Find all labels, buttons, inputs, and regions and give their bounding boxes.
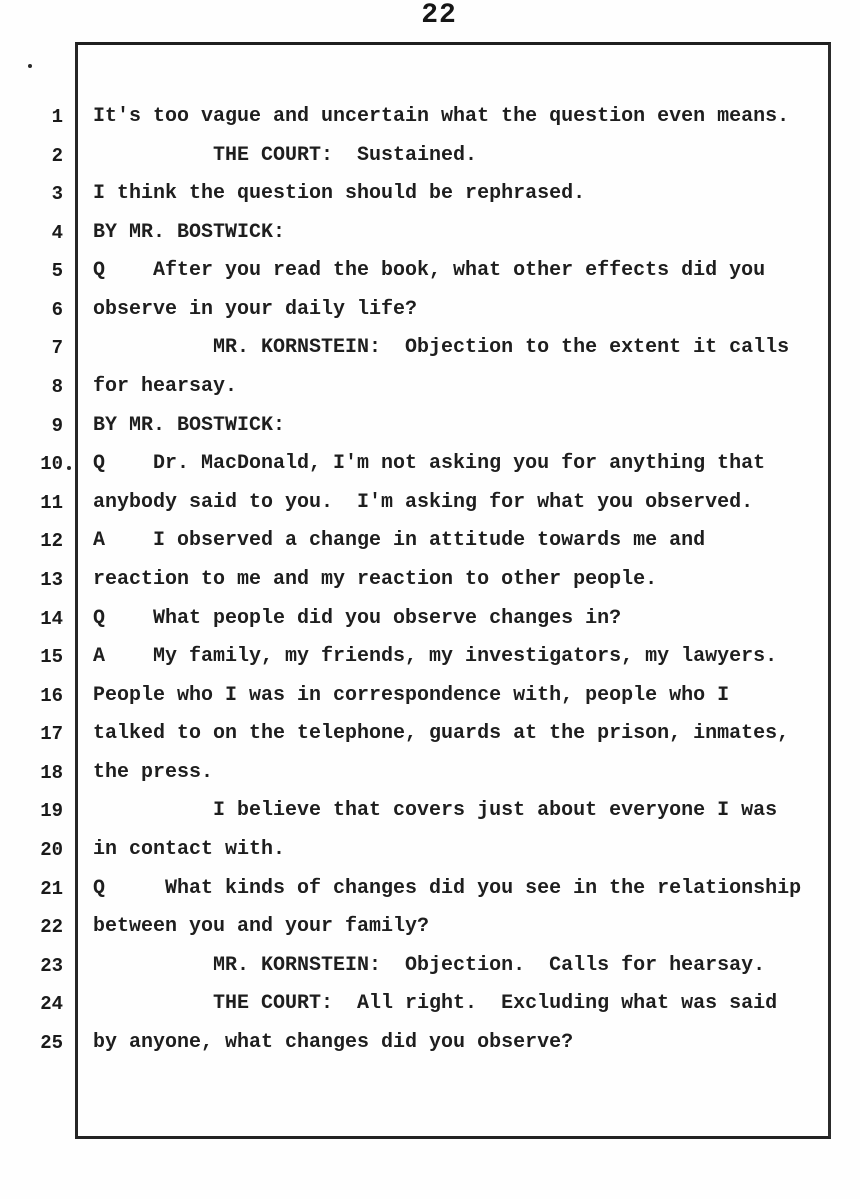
line-number: 17: [40, 723, 63, 746]
line-text: People who I was in correspondence with, people who I: [93, 683, 730, 707]
line-number: 4: [51, 221, 63, 244]
line-number: 18: [40, 761, 63, 784]
line-text: between you and your family?: [93, 915, 430, 939]
transcript-line: [0, 908, 860, 947]
line-number: 1: [51, 106, 63, 128]
line-number: 11: [40, 491, 63, 514]
transcript-line: [0, 792, 860, 831]
line-text: I think the question should be rephrased.: [93, 182, 586, 206]
line-number: 12: [40, 530, 63, 553]
line-text: BY MR. BOSTWICK:: [93, 220, 286, 244]
transcript-line: [0, 522, 860, 561]
transcript-line: [0, 677, 860, 716]
transcript-line: [0, 947, 860, 986]
line-number: 19: [40, 800, 63, 823]
line-number: 9: [51, 414, 63, 437]
line-text: Q What kinds of changes did you see in the relationship: [93, 876, 802, 900]
transcript-line: [0, 754, 860, 793]
line-number: 3: [51, 183, 63, 206]
line-text: talked to on the telephone, guards at the prison, inmates,: [93, 722, 790, 746]
line-text: BY MR. BOSTWICK:: [93, 413, 286, 437]
line-text: THE COURT: Sustained.: [93, 143, 478, 167]
line-number: 2: [51, 144, 63, 167]
scan-speck: [28, 64, 32, 68]
line-number: 24: [40, 993, 63, 1016]
line-text: anybody said to you. I'm asking for what you observed.: [93, 490, 754, 514]
line-text: It's too vague and uncertain what the question even means.: [93, 105, 790, 128]
line-text: observe in your daily life?: [93, 297, 418, 321]
line-number: 13: [40, 568, 63, 591]
transcript-line: [0, 407, 860, 446]
line-number: 20: [40, 838, 63, 861]
line-number: 23: [40, 954, 63, 977]
line-text: reaction to me and my reaction to other people.: [93, 567, 658, 591]
transcript-line: [0, 137, 860, 176]
line-text: Q Dr. MacDonald, I'm not asking you for anything that: [93, 452, 766, 476]
transcript-line: [0, 214, 860, 253]
line-text: A I observed a change in attitude towards me and: [93, 529, 706, 553]
transcript-line: [0, 638, 860, 677]
line-number: 8: [51, 376, 63, 399]
line-number: 10: [40, 453, 63, 476]
line-text: for hearsay.: [93, 375, 238, 399]
line-number: 7: [51, 337, 63, 360]
line-text: Q What people did you observe changes in?: [93, 606, 622, 630]
transcript-lines: [0, 98, 860, 1062]
transcript-line: [0, 831, 860, 870]
transcript-line: [0, 291, 860, 330]
line-text: by anyone, what changes did you observe?: [93, 1030, 574, 1054]
line-text: MR. KORNSTEIN: Objection to the extent it calls: [93, 336, 790, 360]
transcript-line: [0, 175, 860, 214]
transcript-line: [0, 561, 860, 600]
line-text: in contact with.: [93, 837, 286, 861]
transcript-line: [0, 98, 860, 137]
transcript-line: [0, 1024, 860, 1063]
line-text: THE COURT: All right. Excluding what was said: [93, 992, 778, 1016]
transcript-line: [0, 368, 860, 407]
line-text: Q After you read the book, what other effects did you: [93, 259, 766, 283]
line-text: I believe that covers just about everyone I was: [93, 799, 778, 823]
transcript-line: [0, 484, 860, 523]
line-number: 22: [40, 916, 63, 939]
line-number: 6: [51, 298, 63, 321]
transcript-line: [0, 252, 860, 291]
transcript-line: [0, 985, 860, 1024]
line-number: 16: [40, 684, 63, 707]
transcript-line: [0, 445, 860, 484]
line-text: A My family, my friends, my investigators, my lawyers.: [93, 645, 778, 669]
transcript-line: [0, 600, 860, 639]
transcript-line: [0, 715, 860, 754]
line-number: 21: [40, 877, 63, 900]
line-number: 15: [40, 646, 63, 669]
line-number: 5: [51, 260, 63, 283]
line-text: the press.: [93, 760, 214, 784]
line-text: MR. KORNSTEIN: Objection. Calls for hearsay.: [93, 953, 766, 977]
transcript-line: [0, 329, 860, 368]
line-number: 25: [40, 1031, 63, 1054]
transcript-line: [0, 870, 860, 909]
page-number: 22: [421, 0, 457, 31]
line-number: 14: [40, 607, 63, 630]
